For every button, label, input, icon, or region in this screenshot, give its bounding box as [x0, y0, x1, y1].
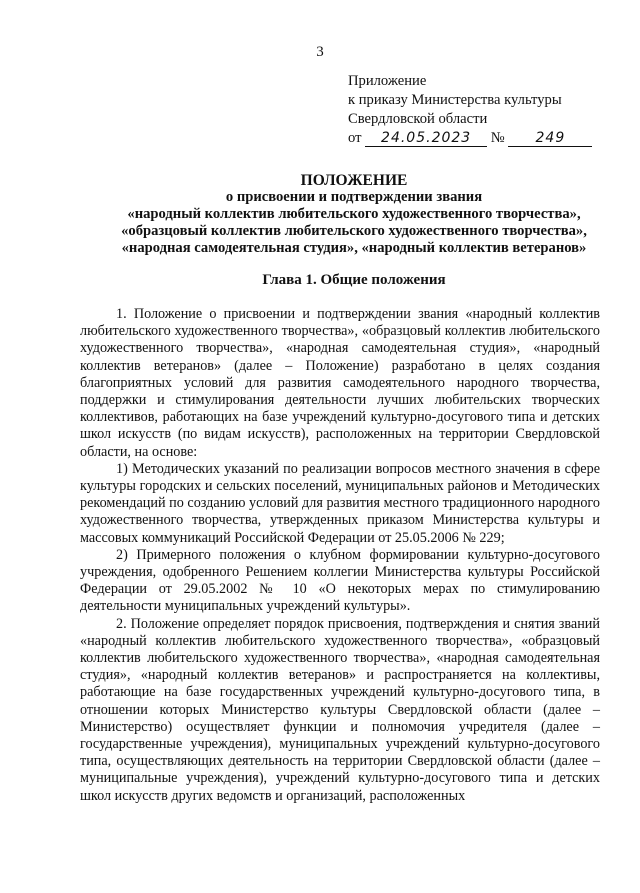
appendix-line-1: Приложение [348, 73, 427, 89]
document-body [80, 306, 600, 805]
chapter-heading: Глава 1. Общие положения [262, 272, 446, 288]
date-prefix: от [348, 130, 362, 146]
number-prefix: № [490, 130, 505, 146]
date-value: 24.05.2023 [365, 131, 487, 147]
appendix-line-3: Свердловской области [348, 111, 488, 127]
paragraph-1-item-1: 1) Методических указаний по реализации вопросов местного значения в сфере культуры городских и сельских поселений, муниципальных районов и Методических рекомендаций по созданию условий для развития местного традиционного народного художественного творчества, утвержденных приказом Министерства культуры и массовых коммуникаций Российской Федерации от 25.05.2006 № 229; [80, 460, 600, 546]
appendix-line-2: к приказу Министерства культуры [348, 92, 562, 108]
number-value: 249 [508, 131, 592, 147]
title-line-3: «образцовый коллектив любительского художественного творчества», [121, 223, 587, 239]
title-line-2: «народный коллектив любительского художественного творчества», [127, 206, 581, 222]
appendix-block [348, 72, 592, 148]
page-number: 3 [316, 44, 324, 60]
title-line-4: «народная самодеятельная студия», «народный коллектив ветеранов» [121, 240, 587, 256]
document-title [80, 172, 628, 257]
paragraph-2: 2. Положение определяет порядок присвоения, подтверждения и снятия званий «народный коллектив любительского художественного творчества», «образцовый коллектив любительского художественного творчества», «народная самодеятельная студия», «народный коллектив ветеранов» и распространяется на коллективы, работающие на базе государственных учреждений культурно-досугового типа, в отношении которых Министерство культуры Свердловской области (далее – Министерство) осуществляет функции и полномочия учредителя (далее – государственные учреждения), муниципальных учреждений культурно-досугового типа, осуществляющих деятельность на территории Свердловской области (далее – муниципальные учреждения), учреждений культурно-досугового типа и детских школ искусств других ведомств и организаций, расположенных [80, 615, 600, 804]
title-heading: ПОЛОЖЕНИЕ [300, 172, 408, 189]
title-line-1: о присвоении и подтверждении звания [225, 189, 483, 205]
paragraph-1: 1. Положение о присвоении и подтверждении звания «народный коллектив любительского художественного творчества», «образцовый коллектив любительского художественного творчества», «народная самодеятельная студия», «народный коллектив ветеранов» (далее – Положение) разработано в целях создания благоприятных условий для развития самодеятельного народного творчества, поддержки и стимулирования деятельности лучших любительских творческих коллективов, работающих на базе учреждений культурно-досугового типа и детских школ искусств (по видам искусств), расположенных на территории Свердловской области, на основе: [80, 306, 600, 460]
appendix-date-line [348, 129, 592, 148]
paragraph-1-item-2: 2) Примерного положения о клубном формировании культурно-досугового учреждения, одобренного Решением коллегии Министерства культуры Российской Федерации от 29.05.2002 № 10 «О некоторых мерах по стимулированию деятельности муниципальных учреждений культуры». [80, 546, 600, 615]
